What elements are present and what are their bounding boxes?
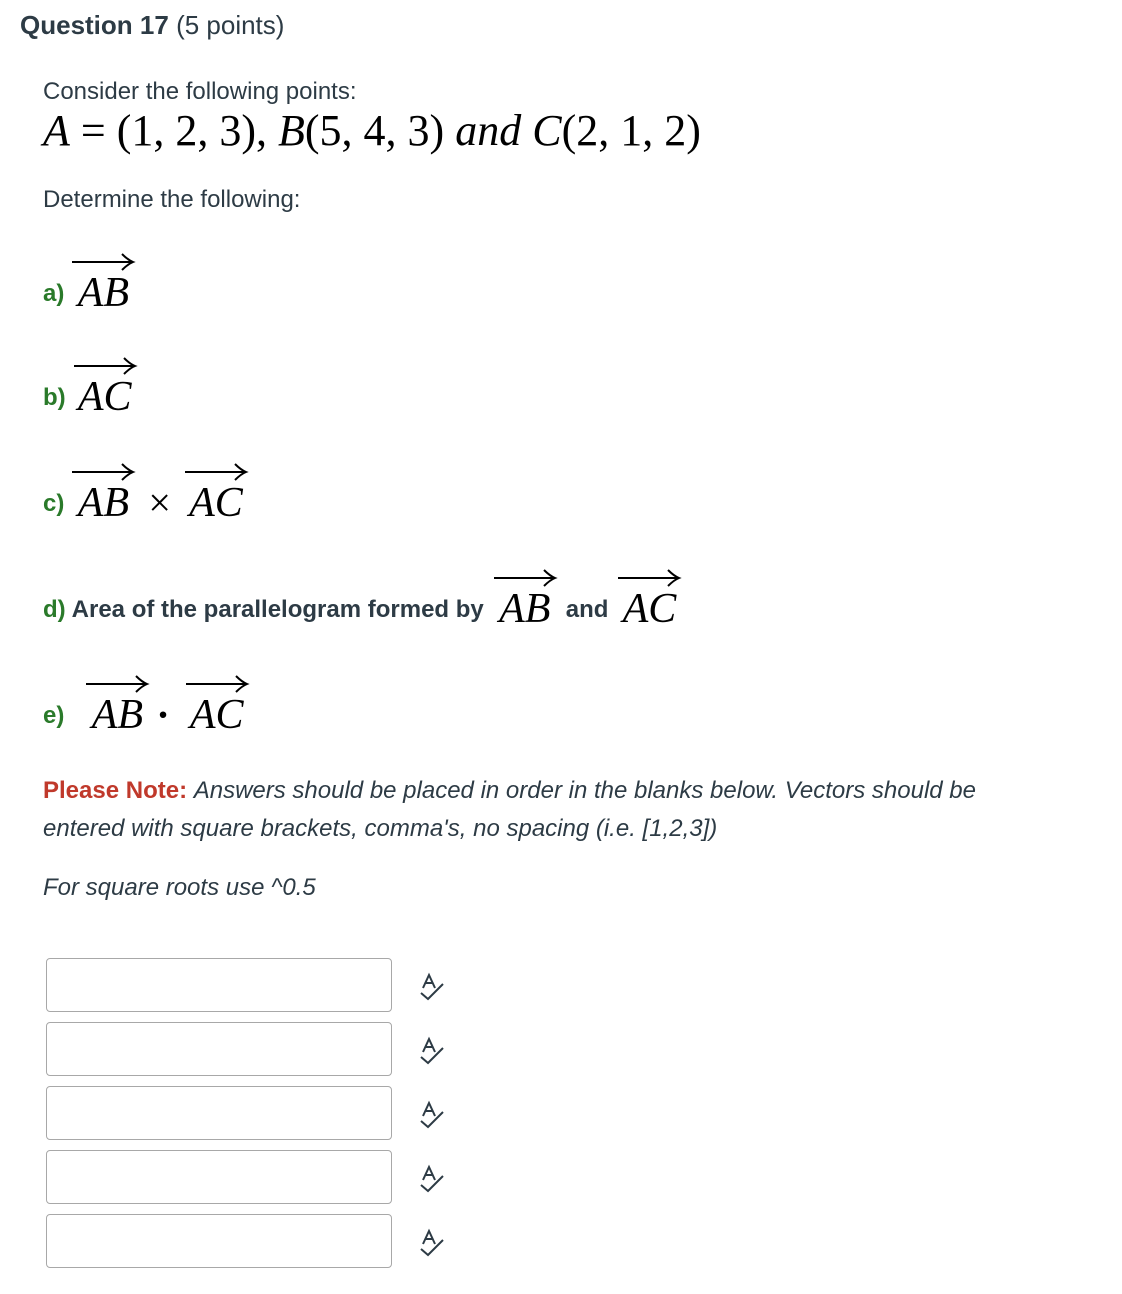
- intro-text: Consider the following points:: [43, 78, 357, 105]
- point-c-label: C: [521, 106, 562, 155]
- answer-input-2[interactable]: [46, 1022, 392, 1076]
- vector-ac: [72, 354, 138, 418]
- note-body: Answers should be placed in order in the blanks below. Vectors should be entered with square brackets, comma's, no spacing (i.e. [1,2,3]): [43, 777, 976, 842]
- vector-arrow-icon: [616, 566, 682, 588]
- spell-check-icon[interactable]: [418, 1164, 446, 1194]
- vector-ab-label: AB: [77, 480, 129, 526]
- determine-text: Determine the following:: [43, 186, 301, 213]
- question-header: [20, 10, 284, 41]
- note-label: Please Note:: [43, 777, 188, 804]
- vector-arrow-icon: [70, 250, 136, 272]
- vector-arrow-icon: [184, 672, 250, 694]
- vector-arrow-icon: [183, 460, 249, 482]
- point-c-coords: (2, 1, 2): [561, 106, 701, 155]
- answer-input-1[interactable]: [46, 958, 392, 1012]
- vector-ab-label: AB: [499, 586, 551, 632]
- vector-ab-label: AB: [77, 270, 129, 316]
- vector-ab: [84, 672, 150, 736]
- part-e-label: e): [43, 702, 65, 729]
- part-c-label: c): [43, 490, 65, 517]
- cross-product-operator: ×: [148, 480, 171, 525]
- part-d-label: d): [43, 596, 66, 623]
- answer-input-5[interactable]: [46, 1214, 392, 1268]
- part-b-label: b): [43, 384, 66, 411]
- vector-ac: [184, 672, 250, 736]
- vector-arrow-icon: [84, 672, 150, 694]
- vector-arrow-icon: [70, 460, 136, 482]
- vector-ac-label: AC: [189, 480, 243, 526]
- vector-ac-label: AC: [77, 374, 132, 420]
- spell-check-icon[interactable]: [418, 1100, 446, 1130]
- vector-ac-label: AC: [189, 692, 244, 738]
- part-d-text: Area of the parallelogram formed by: [71, 596, 484, 623]
- spell-check-icon[interactable]: [418, 972, 446, 1002]
- part-d-and: and: [565, 596, 609, 623]
- vector-arrow-icon: [72, 354, 138, 376]
- part-b: [43, 354, 138, 418]
- question-title: Question 17: [20, 10, 169, 40]
- point-a-coords: = (1, 2, 3),: [69, 106, 279, 155]
- spell-check-icon[interactable]: [418, 1036, 446, 1066]
- and-word: and: [455, 106, 522, 155]
- part-e: [43, 672, 250, 736]
- answer-input-3[interactable]: [46, 1086, 392, 1140]
- part-a: [43, 250, 136, 314]
- vector-ab: [492, 566, 558, 630]
- vector-ac-label: AC: [622, 586, 677, 632]
- point-b-coords: (5, 4, 3): [304, 106, 456, 155]
- answer-input-4[interactable]: [46, 1150, 392, 1204]
- vector-ac: [183, 460, 249, 524]
- vector-arrow-icon: [492, 566, 558, 588]
- question-points: (5 points): [176, 10, 285, 40]
- vector-ac: [616, 566, 682, 630]
- vector-ab: [70, 250, 136, 314]
- points-equation: [43, 104, 701, 158]
- part-a-label: a): [43, 280, 65, 307]
- spell-check-icon[interactable]: [418, 1228, 446, 1258]
- part-c: [43, 460, 249, 524]
- square-root-note: For square roots use ^0.5: [43, 874, 316, 901]
- dot-product-operator: ·: [156, 692, 170, 737]
- point-b-label: B: [278, 106, 305, 155]
- part-d: [43, 566, 682, 630]
- please-note: [43, 772, 1023, 848]
- vector-ab: [70, 460, 136, 524]
- vector-ab-label: AB: [91, 692, 143, 738]
- point-a-label: A: [43, 106, 70, 155]
